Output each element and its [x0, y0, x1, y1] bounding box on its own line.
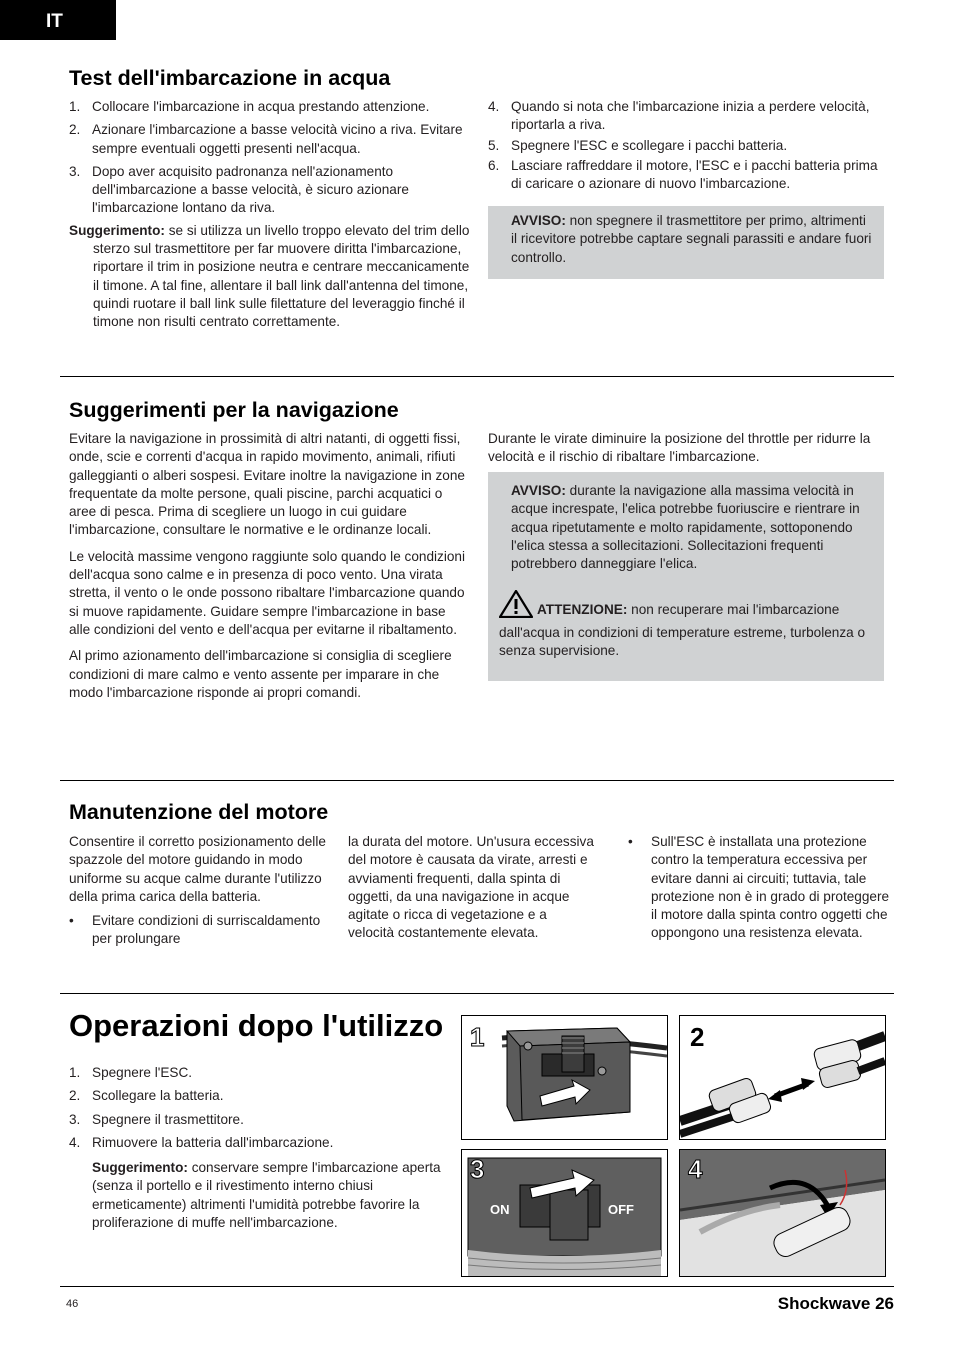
page-number: 46: [66, 1298, 79, 1310]
step-text: Spegnere il trasmettitore.: [92, 1111, 244, 1127]
list-item: [488, 157, 884, 194]
bullet-icon: •: [628, 834, 633, 849]
switch-on-label: ON: [490, 1202, 510, 1217]
figure-esc-switch: [461, 1015, 668, 1140]
notice-label: AVVISO:: [511, 483, 566, 498]
footer-divider: [60, 1286, 894, 1287]
step-text: Spegnere l'ESC.: [92, 1065, 193, 1080]
list-item: [69, 98, 473, 116]
figure-number: 2: [690, 1022, 705, 1052]
step-number: 2.: [69, 122, 81, 138]
list-item: [69, 121, 473, 158]
notice-paragraph: [511, 482, 874, 573]
water-test-left-column: [69, 98, 473, 332]
figure-number: 1: [470, 1022, 485, 1052]
water-test-right-column: [488, 98, 884, 213]
notice-warning-box: [488, 472, 884, 681]
list-item: [488, 98, 884, 135]
switch-off-label: OFF: [608, 1202, 634, 1217]
step-text: Lasciare raffreddare il motore, l'ESC e i pacchi batteria prima di caricare o azionare di nuovo l'imbarcazione.: [511, 157, 878, 192]
navigation-left-column: [69, 430, 469, 702]
step-text: Dopo aver acquisito padronanza nell'azionamento dell'imbarcazione a basse velocità, è sicuro azionare l'imbarcazione lontano da riva.: [92, 163, 409, 216]
list-item: [69, 1087, 449, 1105]
bullet-list: [628, 833, 890, 943]
section-title-motor-maintenance: Manutenzione del motore: [69, 800, 329, 824]
step-number: 2.: [69, 1088, 81, 1104]
water-test-steps-list: [69, 98, 473, 218]
connector-illustration: [680, 1016, 885, 1139]
motor-col-1: [69, 833, 331, 949]
tip-text: se si utilizza un livello troppo elevato del trim dello sterzo sul trasmettitore per far muovere diritta l'imbarcazione, riportare il trim in posizione neutra e centrare meccanicamente il timone. A tal fine, allentare il ball link dall'antenna del timone, quindi ruotare il ball link sulle filettature del leveraggio finché il timone non risulti centrato correttamente.: [93, 222, 470, 330]
warning-text: non recuperare mai l'imbarcazione dall'acqua in condizioni di temperature estreme, turbolenza o senza supervisione.: [499, 602, 866, 659]
language-tab: IT: [0, 0, 116, 40]
step-number: 4.: [488, 99, 500, 114]
water-test-steps-list-continued: [488, 98, 884, 193]
step-number: 1.: [69, 1065, 81, 1080]
tip-paragraph: [69, 1159, 449, 1232]
tip-text: conservare sempre l'imbarcazione aperta (senza il portello e il rivestimento interno chiusi ermeticamente) altrimenti l'umidità potrebbe favorire la proliferazione di muffe nell'imbarcazione.: [92, 1160, 441, 1231]
list-item: [488, 137, 884, 155]
step-number: 3.: [69, 1111, 81, 1127]
battery-removal-illustration: [680, 1150, 885, 1276]
figure-battery-connectors: [679, 1015, 886, 1140]
paragraph: Consentire il corretto posizionamento delle spazzole del motore guidando in modo uniforme su acque calme durante l'utilizzo della prima carica della batteria.: [69, 834, 326, 904]
transmitter-switch-illustration: [462, 1150, 667, 1276]
warning-triangle-icon: [499, 590, 533, 623]
paragraph: Durante le virate diminuire la posizione del throttle per ridurre la velocità e il rischio di ribaltare l'imbarcazione.: [488, 431, 871, 465]
bullet-icon: •: [69, 913, 74, 929]
step-text: Rimuovere la batteria dall'imbarcazione.: [92, 1134, 334, 1150]
after-use-steps-list: [69, 1064, 449, 1152]
navigation-right-column: [488, 430, 884, 467]
esc-switch-illustration: [462, 1016, 667, 1139]
list-item: [69, 1111, 449, 1129]
paragraph: Al primo azionamento dell'imbarcazione si consiglia di scegliere condizioni di mare calmo e vento assente per imparare in che modo l'imbarcazione risponde ai propri comandi.: [69, 648, 452, 700]
tip-paragraph: [69, 222, 473, 332]
section-divider: [60, 376, 894, 377]
figure-number: 3: [470, 1154, 485, 1184]
figure-number: 4: [688, 1154, 703, 1184]
step-text: Collocare l'imbarcazione in acqua prestando attenzione.: [92, 99, 430, 114]
section-title-navigation-tips: Suggerimenti per la navigazione: [69, 398, 399, 422]
warning-label: ATTENZIONE:: [537, 602, 628, 618]
list-item: [69, 912, 331, 949]
notice-text: non spegnere il trasmettitore per primo, altrimenti il ricevitore potrebbe captare segnali parassiti e andare fuori controllo.: [511, 213, 872, 265]
product-name: Shockwave 26: [777, 1294, 894, 1313]
list-item: [628, 833, 890, 943]
tip-label: Suggerimento:: [69, 222, 165, 238]
tip-label: Suggerimento:: [92, 1160, 188, 1176]
after-use-column: [69, 1064, 449, 1232]
notice-label: AVVISO:: [511, 213, 566, 228]
motor-col-2: [348, 833, 596, 943]
bullet-text: Sull'ESC è installata una protezione contro la temperatura eccessiva per evitare danni ai circuiti; tuttavia, tale protezione non è in grado di proteggere il motore dalla spinta contro oggetti che oppongono una resistenza elevata.: [651, 834, 890, 941]
step-number: 5.: [488, 137, 500, 153]
step-text: Quando si nota che l'imbarcazione inizia a perdere velocità, riportarla a riva.: [511, 99, 870, 133]
step-text: Spegnere l'ESC e scollegare i pacchi batteria.: [511, 137, 788, 153]
section-divider: [60, 993, 894, 994]
section-title-water-test: Test dell'imbarcazione in acqua: [69, 66, 391, 90]
paragraph: Evitare la navigazione in prossimità di altri natanti, di oggetti fissi, onde, scie e correnti d'acqua in rapido movimento, animali, rifiuti galleggianti o alberi sospesi. Evitare inoltre la navigazione in zone frequentate da molte persone, quali piscine, parchi acquatici o aree di pesca. Prima di scegliere un luogo in cui guidare l'imbarcazione, consultare le normative e le ordinanze locali.: [69, 431, 465, 538]
step-number: 6.: [488, 157, 500, 173]
bullet-list: [69, 912, 331, 949]
list-item: [69, 1134, 449, 1152]
paragraph: Le velocità massime vengono raggiunte solo quando le condizioni dell'acqua sono calme e in presenza di poco vento. Una virata stretta, il vento o le onde possono ribaltare l'imbarcazione quando si muove rapidamente. Guidare sempre l'imbarcazione in base alle condizioni del vento e dell'acqua per evitarne il ribaltamento.: [69, 548, 465, 637]
step-number: 3.: [69, 163, 81, 179]
figure-battery-removal: [679, 1149, 886, 1277]
motor-col-3: [628, 833, 890, 943]
notice-box: [488, 206, 884, 279]
bullet-text: Evitare condizioni di surriscaldamento per prolungare: [92, 913, 321, 947]
list-item: [69, 1064, 449, 1082]
section-divider: [60, 780, 894, 781]
list-item: [69, 163, 473, 218]
step-text: Scollegare la batteria.: [92, 1088, 224, 1104]
step-text: Azionare l'imbarcazione a basse velocità vicino a riva. Evitare sempre eventuali oggetti presenti nell'acqua.: [92, 122, 463, 156]
section-title-after-use: Operazioni dopo l'utilizzo: [69, 1008, 444, 1043]
notice-text: durante la navigazione alla massima velocità in acque increspate, l'elica potrebbe fuoriuscire e rientrare in acqua ripetutamente e molto rapidamente, sottoponendo l'elica stessa a sollecitazioni. Sollecitazioni frequenti potrebbero danneggiare l'elica.: [511, 483, 860, 572]
step-number: 1.: [69, 99, 81, 114]
figure-transmitter-switch: [461, 1149, 668, 1277]
step-number: 4.: [69, 1134, 81, 1150]
paragraph: la durata del motore. Un'usura eccessiva del motore è causata da virate, arresti e avviamenti frequenti, dalla spinta di oggetti, da una navigazione in acque agitate o ricca di vegetazione e a velocità costantemente elevata.: [348, 834, 594, 941]
warning-paragraph: [499, 590, 874, 660]
